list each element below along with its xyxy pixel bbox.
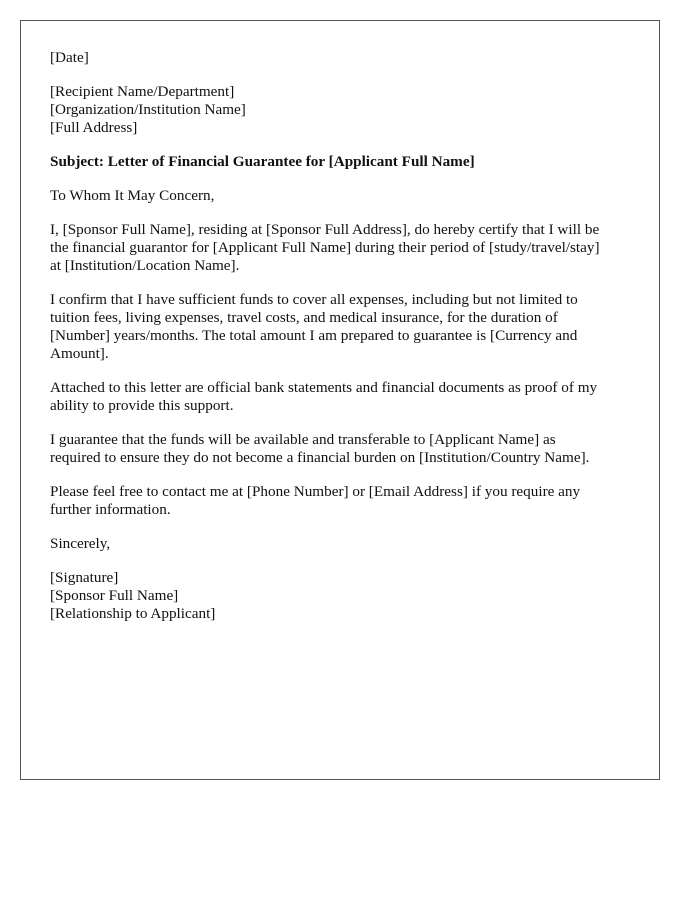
letter-page: [20, 20, 660, 780]
body-paragraph-1: [50, 221, 631, 275]
body-line: tuition fees, living expenses, travel costs, and medical insurance, for the duration of: [50, 309, 558, 326]
body-line: [Number] years/months. The total amount I am prepared to guarantee is [Currency and: [50, 327, 578, 344]
date-block: [50, 49, 631, 67]
recipient-organization-line: [Organization/Institution Name]: [50, 101, 246, 118]
body-line: ability to provide this support.: [50, 397, 234, 414]
signature-block: [50, 569, 631, 623]
body-line: Please feel free to contact me at [Phone Number] or [Email Address] if you require any: [50, 483, 581, 500]
body-paragraph-4: [50, 431, 631, 467]
recipient-name-line: [Recipient Name/Department]: [50, 83, 235, 100]
body-paragraph-2: [50, 291, 631, 363]
relationship-line: [Relationship to Applicant]: [50, 605, 216, 622]
sponsor-name-line: [Sponsor Full Name]: [50, 587, 179, 604]
salutation: To Whom It May Concern,: [50, 187, 215, 204]
date-line: [Date]: [50, 49, 89, 66]
body-line: I confirm that I have sufficient funds to cover all expenses, including but not limited to: [50, 291, 578, 308]
body-line: the financial guarantor for [Applicant Full Name] during their period of [study/travel/stay]: [50, 239, 600, 256]
body-line: further information.: [50, 501, 171, 518]
closing: Sincerely,: [50, 535, 111, 552]
body-line: Amount].: [50, 345, 109, 362]
body-line: required to ensure they do not become a financial burden on [Institution/Country Name].: [50, 449, 590, 466]
body-line: at [Institution/Location Name].: [50, 257, 240, 274]
recipient-block: [50, 83, 631, 137]
body-paragraph-5: [50, 483, 631, 519]
body-line: Attached to this letter are official bank statements and financial documents as proof of my: [50, 379, 598, 396]
signature-line: [Signature]: [50, 569, 119, 586]
body-paragraph-3: [50, 379, 631, 415]
body-line: I guarantee that the funds will be available and transferable to [Applicant Name] as: [50, 431, 556, 448]
recipient-address-line: [Full Address]: [50, 119, 138, 136]
subject-line: Subject: Letter of Financial Guarantee for [Applicant Full Name]: [50, 153, 475, 170]
body-line: I, [Sponsor Full Name], residing at [Sponsor Full Address], do hereby certify that I will be: [50, 221, 600, 238]
